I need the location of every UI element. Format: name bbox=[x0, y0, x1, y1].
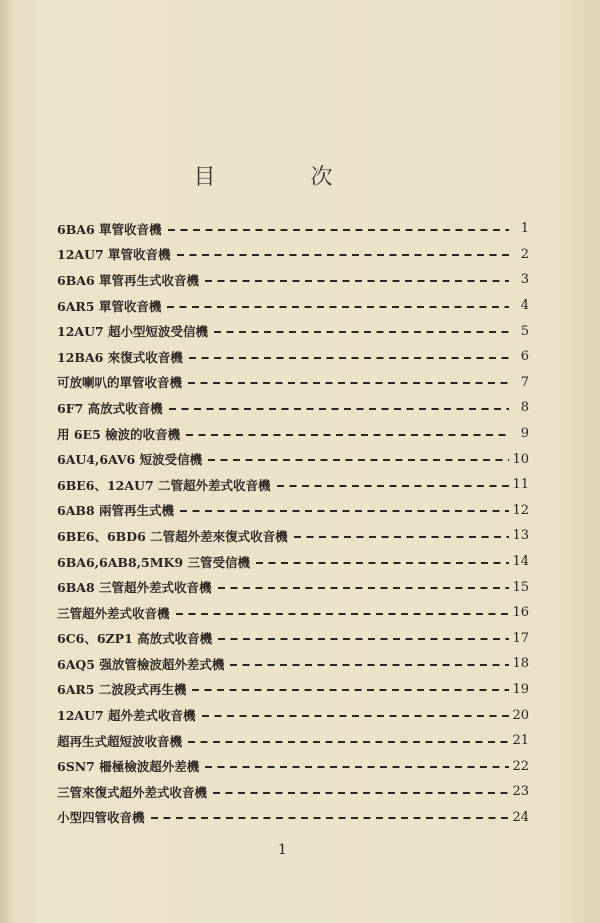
toc-entry-page: 5 bbox=[520, 323, 529, 339]
dot-leader bbox=[218, 638, 509, 640]
toc-entry-label: 6BA8 三管超外差式收音機 bbox=[57, 580, 212, 596]
toc-entry-label: 6C6、6ZP1 高放式收音機 bbox=[57, 631, 213, 647]
toc-entry-label: 可放喇叭的單管收音機 bbox=[57, 375, 183, 391]
toc-entry-label: 小型四管收音機 bbox=[57, 810, 145, 826]
toc-entry-label: 12AU7 超外差式收音機 bbox=[57, 708, 196, 724]
toc-entry-label: 6AR5 二波段式再生機 bbox=[57, 682, 187, 698]
toc-entry-page: 16 bbox=[512, 605, 529, 621]
toc-entry-page: 3 bbox=[520, 272, 529, 288]
toc-entry-page: 17 bbox=[512, 630, 529, 646]
toc-entry-page: 11 bbox=[512, 477, 529, 493]
dot-leader bbox=[208, 459, 509, 461]
page-title: 目 次 bbox=[193, 165, 377, 190]
table-of-contents bbox=[57, 216, 529, 830]
dot-leader bbox=[189, 357, 509, 359]
toc-entry-page: 18 bbox=[512, 656, 529, 672]
toc-entry bbox=[57, 446, 529, 472]
toc-entry-page: 23 bbox=[512, 784, 529, 800]
toc-entry bbox=[57, 779, 529, 805]
toc-entry-label: 12AU7 超小型短波受信機 bbox=[57, 324, 209, 340]
dot-leader bbox=[205, 280, 509, 282]
toc-entry-page: 8 bbox=[520, 400, 529, 416]
toc-entry-page: 22 bbox=[512, 758, 529, 774]
toc-entry-label: 三管來復式超外差式收音機 bbox=[57, 784, 208, 800]
dot-leader bbox=[230, 664, 509, 666]
toc-entry bbox=[57, 216, 529, 242]
toc-entry-page: 24 bbox=[512, 809, 529, 825]
toc-entry bbox=[57, 421, 529, 447]
dot-leader bbox=[202, 715, 509, 717]
dot-leader bbox=[188, 382, 509, 384]
dot-leader bbox=[218, 587, 509, 589]
toc-entry-label: 6AQ5 强放管檢波超外差式機 bbox=[57, 656, 225, 672]
toc-entry bbox=[57, 318, 529, 344]
dot-leader bbox=[256, 562, 509, 564]
dot-leader bbox=[192, 689, 509, 691]
dot-leader bbox=[169, 408, 509, 410]
toc-entry bbox=[57, 498, 529, 524]
toc-entry bbox=[57, 395, 529, 421]
toc-entry-page: 15 bbox=[512, 579, 529, 595]
toc-entry-page: 19 bbox=[512, 681, 529, 697]
dot-leader bbox=[277, 485, 509, 487]
toc-entry-page: 9 bbox=[520, 426, 529, 442]
toc-entry bbox=[57, 242, 529, 268]
toc-entry bbox=[57, 370, 529, 396]
toc-entry bbox=[57, 574, 529, 600]
toc-entry-label: 6SN7 柵極檢波超外差機 bbox=[57, 759, 200, 775]
toc-entry-page: 6 bbox=[520, 349, 529, 365]
toc-entry-label: 6BE6、12AU7 二管超外差式收音機 bbox=[57, 477, 271, 493]
toc-entry-page: 4 bbox=[520, 298, 529, 314]
toc-entry bbox=[57, 600, 529, 626]
toc-entry bbox=[57, 651, 529, 677]
dot-leader bbox=[205, 766, 509, 768]
toc-entry bbox=[57, 293, 529, 319]
toc-entry-label: 用 6E5 檢波的收音機 bbox=[57, 426, 181, 442]
toc-entry bbox=[57, 677, 529, 703]
dot-leader bbox=[167, 306, 509, 308]
toc-entry-label: 6F7 高放式收音機 bbox=[57, 400, 163, 416]
toc-entry-page: 2 bbox=[520, 246, 529, 262]
toc-entry-label: 6AR5 單管收音機 bbox=[57, 298, 162, 314]
toc-entry bbox=[57, 805, 529, 831]
toc-entry bbox=[57, 344, 529, 370]
toc-entry-page: 13 bbox=[512, 528, 529, 544]
toc-entry-label: 6BA6 單管收音機 bbox=[57, 221, 162, 237]
toc-entry bbox=[57, 523, 529, 549]
dot-leader bbox=[186, 434, 509, 436]
dot-leader bbox=[214, 331, 509, 333]
toc-entry-page: 1 bbox=[520, 221, 529, 237]
dot-leader bbox=[213, 792, 509, 794]
toc-entry-label: 6AU4,6AV6 短波受信機 bbox=[57, 452, 203, 468]
toc-entry-page: 20 bbox=[512, 707, 529, 723]
dot-leader bbox=[168, 229, 509, 231]
toc-entry-label: 6BA6 單管再生式收音機 bbox=[57, 272, 200, 288]
dot-leader bbox=[176, 613, 509, 615]
toc-entry-label: 12AU7 單管收音機 bbox=[57, 247, 171, 263]
dot-leader bbox=[151, 817, 509, 819]
toc-entry-label: 12BA6 來復式收音機 bbox=[57, 349, 183, 365]
toc-entry-label: 超再生式超短波收音機 bbox=[57, 733, 183, 749]
toc-entry bbox=[57, 753, 529, 779]
toc-entry-page: 14 bbox=[512, 554, 529, 570]
toc-entry bbox=[57, 702, 529, 728]
toc-entry-label: 三管超外差式收音機 bbox=[57, 605, 170, 621]
toc-entry-page: 12 bbox=[512, 502, 529, 518]
toc-entry-label: 6AB8 兩管再生式機 bbox=[57, 503, 175, 519]
toc-entry-label: 6BE6、6BD6 二管超外差來復式收音機 bbox=[57, 528, 288, 544]
toc-entry bbox=[57, 549, 529, 575]
toc-entry-page: 21 bbox=[512, 733, 529, 749]
dot-leader bbox=[294, 536, 509, 538]
toc-entry-page: 10 bbox=[512, 451, 529, 467]
toc-entry bbox=[57, 626, 529, 652]
toc-entry bbox=[57, 472, 529, 498]
dot-leader bbox=[177, 254, 509, 256]
toc-entry-page: 7 bbox=[520, 374, 529, 390]
toc-entry bbox=[57, 267, 529, 293]
toc-entry bbox=[57, 728, 529, 754]
dot-leader bbox=[180, 510, 509, 512]
dot-leader bbox=[188, 741, 509, 743]
toc-entry-label: 6BA6,6AB8,5MK9 三管受信機 bbox=[57, 554, 250, 570]
page-number: 1 bbox=[278, 842, 287, 858]
